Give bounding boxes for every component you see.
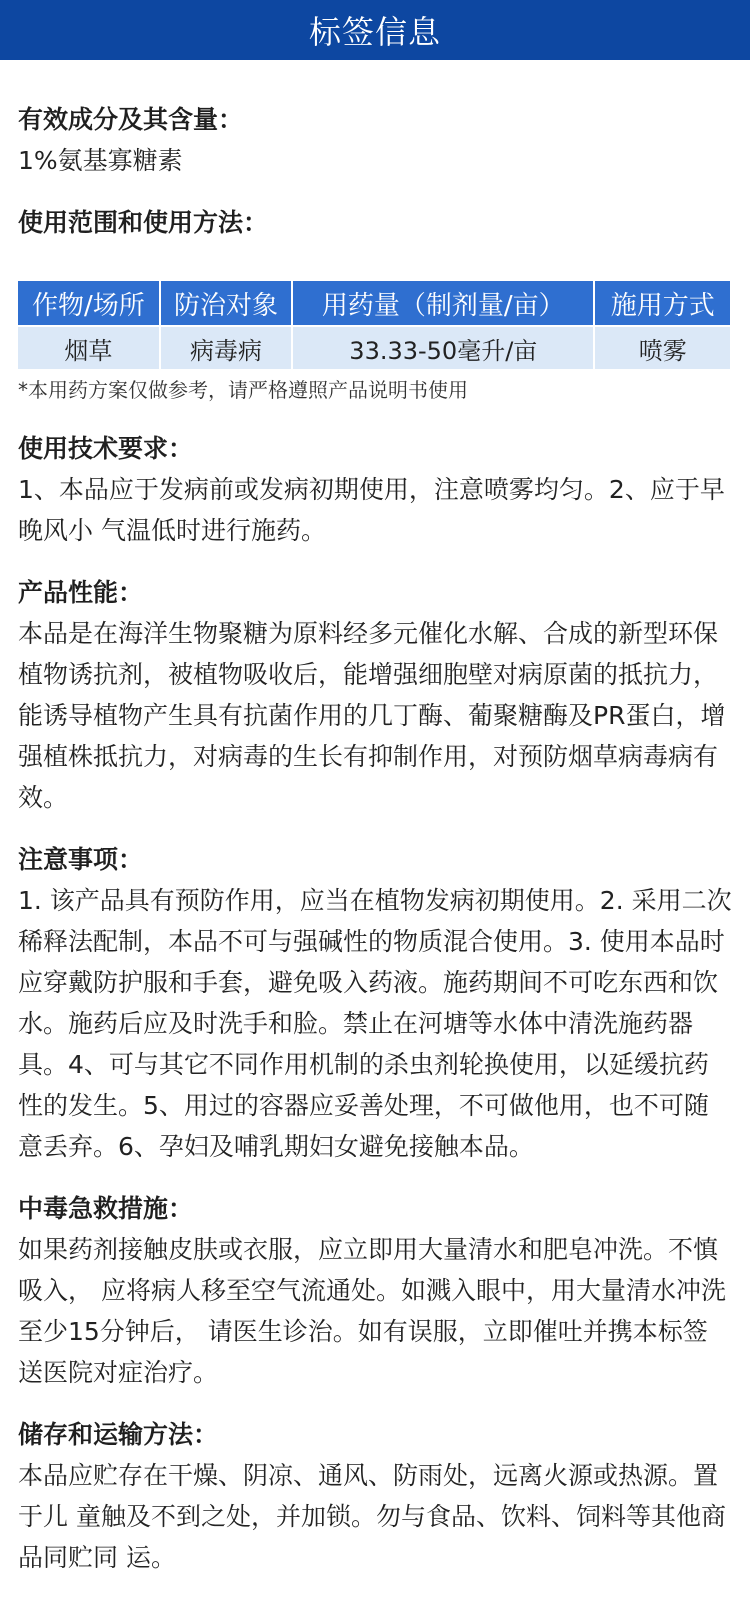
firstaid-body: 如果药剂接触皮肤或衣服，应立即用大量清水和肥皂冲洗。不慎吸入， 应将病人移至空气流通处。如溅入眼中，用大量清水冲洗至少15分钟后， 请医生诊治。如有误服，立即催吐并携本标签送医院对症治疗。 [18,1235,726,1387]
cell-crop: 烟草 [18,327,159,369]
ingredient-value: 1%氨基寡糖素 [18,146,183,175]
label-content [0,100,750,1578]
caution-section [18,840,732,1167]
performance-body: 本品是在海洋生物聚糖为原料经多元催化水解、合成的新型环保植物诱抗剂，被植物吸收后，能增强细胞壁对病原菌的抵抗力，能诱导植物产生具有抗菌作用的几丁酶、葡聚糖酶及PR蛋白，增强植株抵抗力，对病毒的生长有抑制作用，对预防烟草病毒病有效。 [18,619,726,812]
page-title: 标签信息 [308,13,441,51]
performance-section [18,573,732,818]
ingredient-title: 有效成分及其含量： [18,105,244,134]
firstaid-title: 中毒急救措施： [18,1194,194,1223]
cell-target: 病毒病 [161,327,291,369]
storage-title: 储存和运输方法： [18,1420,219,1449]
table-row [18,327,730,369]
usage-table-wrap [18,279,732,371]
storage-section [18,1415,732,1578]
usage-table [16,279,732,371]
caution-title: 注意事项： [18,845,144,874]
header-bar [0,0,750,60]
tech-section [18,429,732,551]
cell-dosage: 33.33-50毫升/亩 [293,327,593,369]
tech-body: 1、本品应于发病前或发病初期使用，注意喷雾均匀。2、应于早晚风小 气温低时进行施药。 [18,475,725,545]
ingredient-section [18,100,732,181]
col-header-method: 施用方式 [595,281,730,325]
usage-note: *本用药方案仅做参考，请严格遵照产品说明书使用 [18,378,468,402]
usage-title: 使用范围和使用方法： [18,208,269,237]
col-header-target: 防治对象 [161,281,291,325]
col-header-crop: 作物/场所 [18,281,159,325]
storage-body: 本品应贮存在干燥、阴凉、通风、防雨处，远离火源或热源。置于儿 童触及不到之处，并加锁。勿与食品、饮料、饲料等其他商品同贮同 运。 [18,1461,726,1572]
usage-table-header-row [18,281,730,325]
usage-section [18,203,732,407]
performance-title: 产品性能： [18,578,144,607]
firstaid-section [18,1189,732,1393]
caution-body: 1. 该产品具有预防作用，应当在植物发病初期使用。2. 采用二次稀释法配制，本品不可与强碱性的物质混合使用。3. 使用本品时应穿戴防护服和手套，避免吸入药液。施药期间不可吃东西和饮水。施药后应及时洗手和脸。禁止在河塘等水体中清洗施药器具。4、可与其它不同作用机制的杀虫剂轮换使用，以延缓抗药性的发生。5、用过的容器应妥善处理，不可做他用，也不可随意丢弃。6、孕妇及哺乳期妇女避免接触本品。 [18,886,732,1161]
col-header-dosage: 用药量（制剂量/亩） [293,281,593,325]
cell-method: 喷雾 [595,327,730,369]
tech-title: 使用技术要求： [18,434,194,463]
